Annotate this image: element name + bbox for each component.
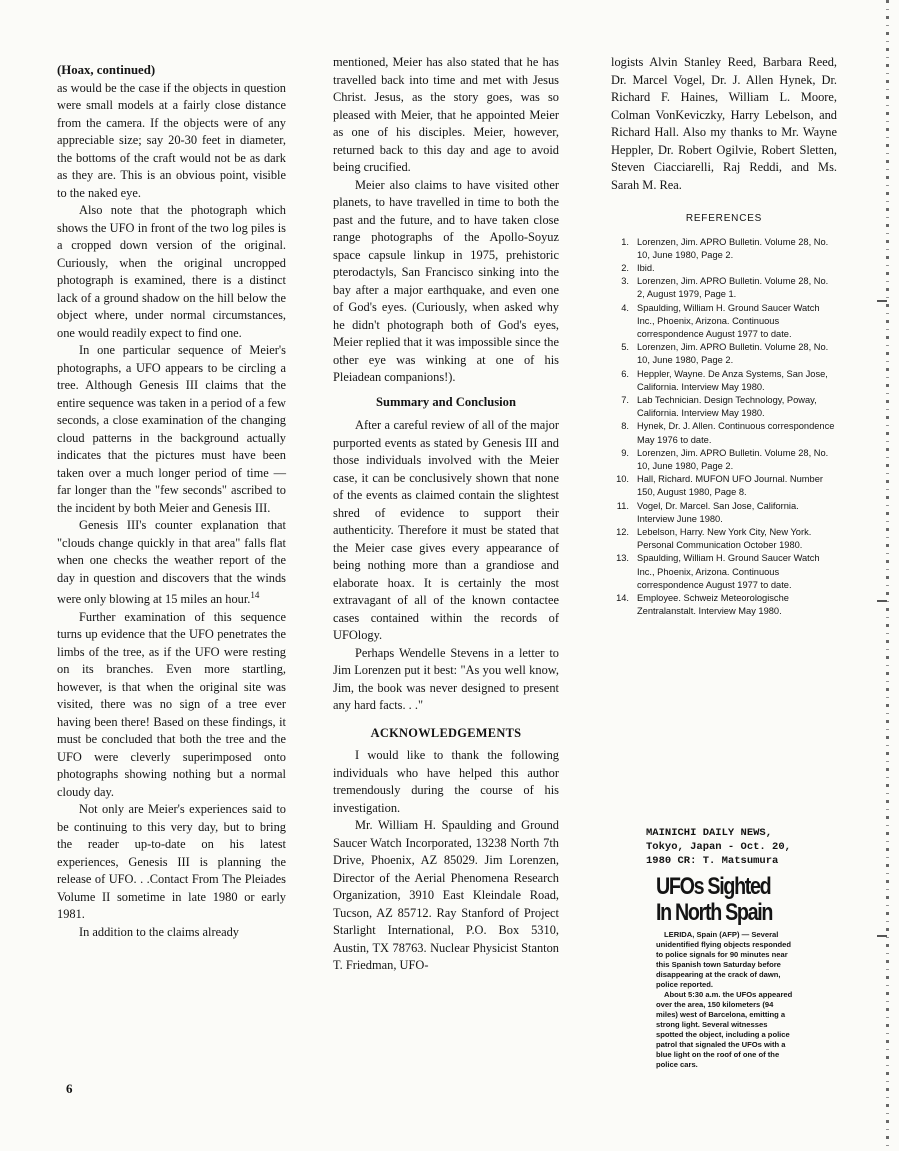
scan-edge-mark xyxy=(877,300,887,302)
reference-number: 14. xyxy=(616,592,629,603)
footnote-ref: 14 xyxy=(250,590,260,600)
reference-number: 3. xyxy=(621,276,629,287)
reference-item xyxy=(611,447,837,473)
reference-number: 10. xyxy=(616,474,629,485)
reference-text: Hynek, Dr. J. Allen. Continuous correspondence May 1976 to date. xyxy=(637,421,835,445)
paragraph-text: Genesis III's counter explanation that "clouds change quickly in that area" falls flat when one checks the weather report of the day in question and discovers that the winds were only blowing at 15 miles an hour. xyxy=(57,518,286,607)
reference-item xyxy=(611,341,837,367)
reference-text: Employee. Schweiz Meteorologische Zentralanstalt. Interview May 1980. xyxy=(637,592,789,617)
reference-number: 4. xyxy=(621,302,629,313)
paragraph: After a careful review of all of the major purported events as stated by Genesis III and those individuals involved with the Meier case, it can be conclusively shown that none of the events as claimed contain the slightest shred of evidence to support their authenticity. Therefore it must be stated that the Meier case gives every appearance of being nothing more than a grandiose and elaborate hoax. It is certainly the most extravagant of all of the known contactee cases contained within the records of UFOlogy. xyxy=(333,418,559,642)
paragraph: as would be the case if the objects in question were small models at a fairly close distance from the camera. If the objects were of any appreciable size; say 20-30 feet in diameter, the bottoms of the craft would not be as dark as they are. This is an obvious point, visible to the naked eye. xyxy=(57,80,286,200)
paragraph: Mr. William H. Spaulding and Ground Saucer Watch Incorporated, 13238 North 7th Drive, Phoenix, AZ 85029. Jim Lorenzen, Director of the Aerial Phenomena Research Organization, 3910 East Kleindale Road, Tucson, AZ 85712. Ray Stanford of Project Starlight International, P.O. Box 5310, Austin, TX 78763. Nuclear Physicist Stanton T. Friedman, UFO- xyxy=(333,818,559,972)
reference-item xyxy=(611,236,837,262)
scan-edge-mark xyxy=(877,935,887,937)
reference-number: 8. xyxy=(621,421,629,432)
reference-text: Ibid. xyxy=(637,262,655,273)
clipping-headline-line: UFOs Sighted xyxy=(656,873,771,900)
reference-number: 1. xyxy=(621,236,629,247)
paragraph: In one particular sequence of Meier's photographs, a UFO appears to be circling a tree. Although Genesis III claims that the entire sequence was taken in a period of a few seconds, a close examination of the changing cloud patterns in the background actually indicates that the pictures must have been taken over a much longer period of time — far longer than the "few seconds" ascribed to the incident by both Meier and Genesis III. xyxy=(57,343,286,515)
paragraph: I would like to thank the following individuals who have helped this author tremendously during the course of his investigation. xyxy=(333,748,559,815)
reference-text: Lorenzen, Jim. APRO Bulletin. Volume 28, No. 10, June 1980, Page 2. xyxy=(637,447,829,471)
paragraph: In addition to the claims already xyxy=(79,924,239,939)
reference-number: 11. xyxy=(616,500,629,511)
reference-text: Hall, Richard. MUFON UFO Journal. Number 150, August 1980, Page 8. xyxy=(637,474,823,498)
section-heading-summary: Summary and Conclusion xyxy=(376,394,516,409)
references-heading: REFERENCES xyxy=(685,213,763,224)
reference-number: 9. xyxy=(621,447,629,458)
clipping-source-line: Tokyo, Japan - Oct. 20, xyxy=(646,841,791,853)
paragraph: Meier also claims to have visited other planets, to have travelled in time to both the past and the future, and to have taken close range photographs of the Apollo-Soyuz space capsule linkup in 1975, prehistoric pterodactyls, San Francisco sinking into the bay after a major earthquake, and even one of God's eyes. (Curiously, when asked why he didn't photograph both of God's eyes, Meier replied that it was impossible since the other eye was winking at one of his Pleiadean companions!). xyxy=(333,177,559,384)
section-heading-acknowledgements: ACKNOWLEDGEMENTS xyxy=(370,725,522,740)
clipping-source-line: MAINICHI DAILY NEWS, xyxy=(646,827,773,839)
reference-text: Lorenzen, Jim. APRO Bulletin. Volume 28, No. 10, June 1980, Page 2. xyxy=(637,342,829,366)
paragraph: Not only are Meier's experiences said to be continuing to this very day, but to bring the reader up-to-date on his latest experiences, Genesis III is planning the release of UFO. . .Contact From The Pleiades Volume II sometime in late 1980 or early 1981. xyxy=(57,802,286,922)
reference-text: Spaulding, William H. Ground Saucer Watch Inc., Phoenix, Arizona. Continuous correspondence August 1977 to date. xyxy=(637,302,820,339)
clipping-source-line: 1980 CR: T. Matsumura xyxy=(646,855,779,867)
clipping-headline-line: In North Spain xyxy=(656,899,773,926)
reference-item xyxy=(611,368,837,394)
paragraph: Perhaps Wendelle Stevens in a letter to Jim Lorenzen put it best: "As you well know, Jim, the book was never designed to present any hard facts. . ." xyxy=(333,645,559,712)
column-middle xyxy=(333,54,559,975)
reference-item xyxy=(611,526,837,552)
reference-number: 7. xyxy=(621,394,629,405)
reference-number: 5. xyxy=(621,342,629,353)
scan-edge xyxy=(886,0,889,1151)
reference-item xyxy=(611,473,837,499)
reference-text: Lebelson, Harry. New York City, New York. Personal Communication October 1980. xyxy=(637,526,812,551)
reference-item xyxy=(611,500,837,526)
reference-item xyxy=(611,552,837,592)
reference-number: 12. xyxy=(616,526,629,537)
reference-text: Lab Technician. Design Technology, Poway, California. Interview May 1980. xyxy=(637,394,817,419)
paragraph: Further examination of this sequence turns up evidence that the UFO penetrates the limbs of the tree, as if the UFO were resting on its branches. Even more startling, however, is that when the original site was visited, there was no sign of a tree ever having been there! Based on these findings, it must be concluded that both the tree and the UFO were cleverly superimposed onto photographs showing nothing but a normal cloudy day. xyxy=(57,609,286,799)
reference-item xyxy=(611,592,837,618)
reference-item xyxy=(611,275,837,301)
reference-text: Heppler, Wayne. De Anza Systems, San Jose, California. Interview May 1980. xyxy=(637,368,828,392)
reference-number: 13. xyxy=(616,553,629,564)
paragraph: logists Alvin Stanley Reed, Barbara Reed, Dr. Marcel Vogel, Dr. J. Allen Hynek, Dr. Richard F. Haines, William L. Moore, Colman VonKeviczky, Harry Lebelson, and Richard Hall. Also my thanks to Mr. Wayne Heppler, Dr. Robert Ogilvie, Robert Sletten, Steven Ciacciarelli, Raj Reddi, and Ms. Sarah M. Rea. xyxy=(611,55,837,192)
reference-text: Spaulding, William H. Ground Saucer Watch Inc., Phoenix, Arizona. Continuous correspondence August 1977 to date. xyxy=(637,553,820,590)
paragraph: Also note that the photograph which shows the UFO in front of the two log piles is a cropped down version of the original. Curiously, when the original uncropped photograph is examined, there is a distinct lack of a ground shadow on the hill below the object where, under normal circumstances, one would readily expect to find one. xyxy=(57,203,286,340)
continued-header: (Hoax, continued) xyxy=(57,63,156,77)
clipping-body xyxy=(656,930,796,1070)
reference-item xyxy=(611,394,837,420)
newspaper-clipping xyxy=(646,826,806,1070)
reference-number: 6. xyxy=(621,368,629,379)
clipping-headline xyxy=(656,874,779,926)
clipping-paragraph: About 5:30 a.m. the UFOs appeared over the area, 150 kilometers (94 miles) west of Barcelona, emitting a strong light. Several witnesses spotted the object, including a police patrol that signaled the UFOs with a blue light on the roof of one of the police cars. xyxy=(656,990,793,1069)
reference-number: 2. xyxy=(621,262,629,273)
column-left xyxy=(57,62,286,941)
references-list xyxy=(611,236,837,619)
reference-item xyxy=(611,420,837,446)
reference-item xyxy=(611,302,837,342)
paragraph: mentioned, Meier has also stated that he has travelled back into time and met with Jesus Christ. Jesus, as the story goes, was so pleased with Meier, that he appointed Meier as one of his disciples. Meier, however, returned back to this day and age to avoid being crucified. xyxy=(333,55,559,174)
reference-item xyxy=(611,262,837,275)
column-right xyxy=(611,54,837,618)
paragraph-with-footnote xyxy=(57,517,286,609)
reference-text: Lorenzen, Jim. APRO Bulletin. Volume 28, No. 10, June 1980, Page 2. xyxy=(637,236,829,260)
reference-text: Vogel, Dr. Marcel. San Jose, California. Interview June 1980. xyxy=(637,500,799,524)
scan-edge-mark xyxy=(877,600,887,602)
reference-text: Lorenzen, Jim. APRO Bulletin. Volume 28, No. 2, August 1979, Page 1. xyxy=(637,276,829,300)
page-number: 6 xyxy=(66,1081,73,1096)
clipping-paragraph: LERIDA, Spain (AFP) — Several unidentified flying objects responded to police signals for 90 minutes near this Spanish town Saturday before disappearing at the crack of dawn, police reported. xyxy=(656,930,792,989)
